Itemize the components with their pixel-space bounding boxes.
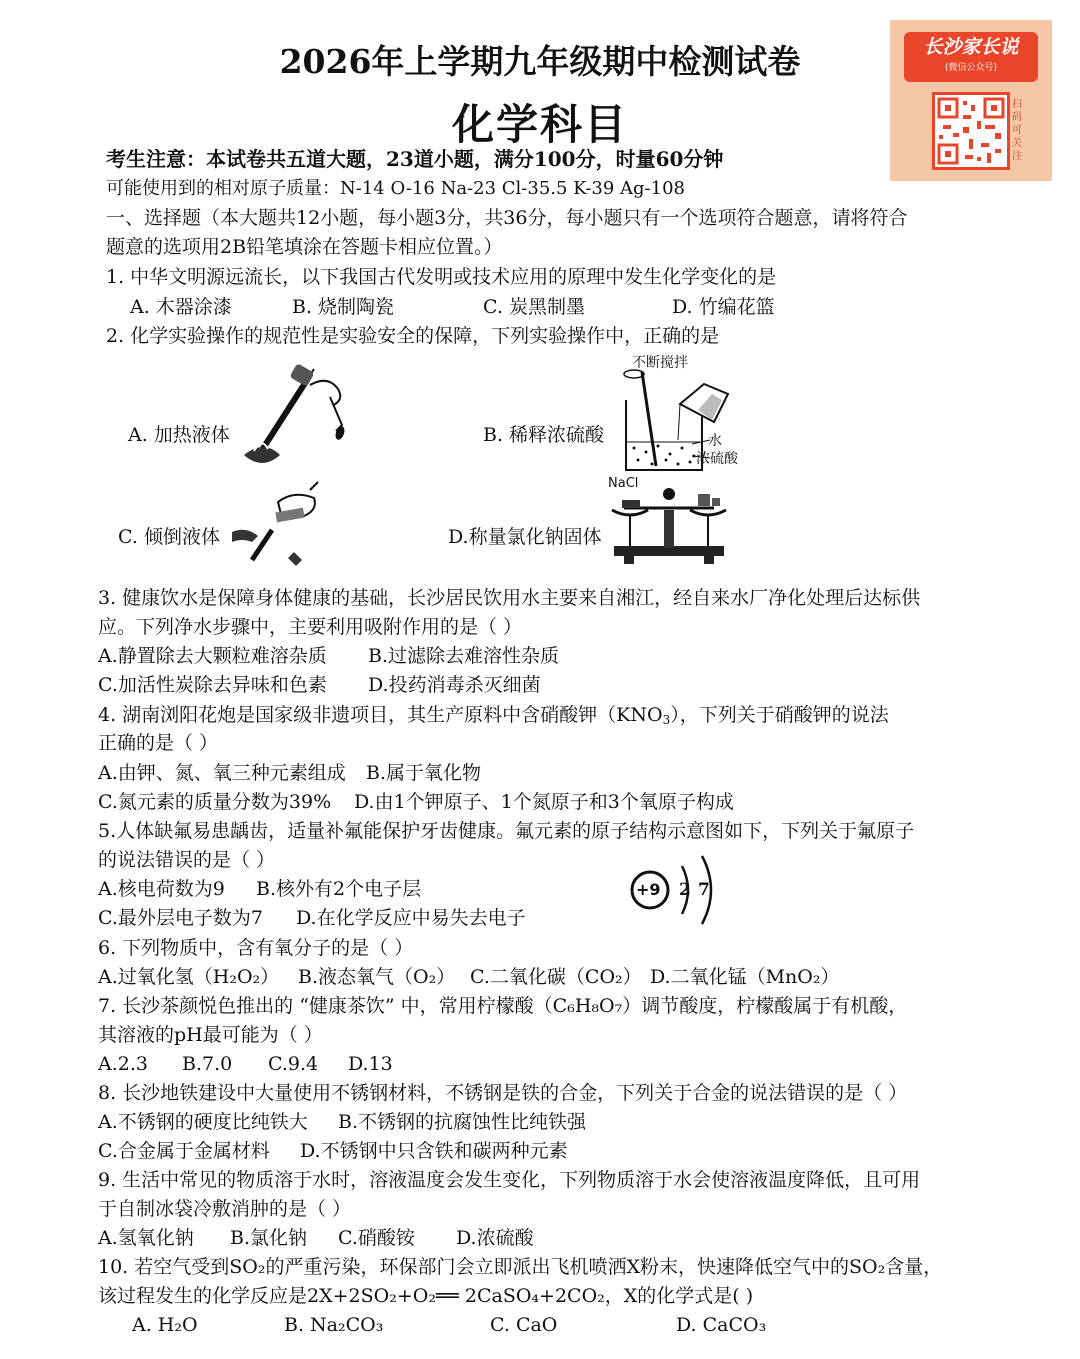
q4-stem-line1 [98, 703, 889, 732]
q7-option-d[interactable]: D.13 [348, 1053, 393, 1075]
q8-stem: 8. 长沙地铁建设中大量使用不锈钢材料，不锈钢是铁的合金，下列关于合金的说法错误的是（ ） [98, 1082, 908, 1104]
q2-option-a[interactable]: A. 加热液体 [128, 424, 230, 446]
q9-option-a[interactable]: A.氢氧化钠 [98, 1227, 194, 1249]
subject-title: 化学科目 [451, 100, 628, 149]
q6-stem: 6. 下列物质中，含有氧分子的是（ ） [98, 937, 414, 959]
q5-option-d[interactable]: D.在化学反应中易失去电子 [296, 907, 526, 929]
q4-option-b[interactable]: B.属于氧化物 [366, 762, 482, 784]
q5-stem-line1: 5.人体缺氟易患龋齿，适量补氟能保护牙齿健康。氟元素的原子结构示意图如下，下列关于氟原子 [98, 820, 915, 842]
q3-option-c[interactable]: C.加活性炭除去异味和色素 [98, 674, 327, 696]
q10-option-b[interactable]: B. Na₂CO₃ [284, 1314, 384, 1336]
q10-option-d[interactable]: D. CaCO₃ [676, 1314, 767, 1336]
label-stirring: 不断搅拌 [632, 355, 688, 371]
q10-option-c[interactable]: C. CaO [490, 1314, 558, 1336]
q1-option-a[interactable]: A. 木器涂漆 [130, 296, 232, 318]
q3-option-a[interactable]: A.静置除去大颗粒难溶杂质 [98, 645, 327, 667]
q7-option-a[interactable]: A.2.3 [98, 1053, 148, 1075]
qr-code-icon[interactable] [932, 92, 1010, 170]
shell1-electrons: 2 [679, 880, 691, 900]
q4-option-d[interactable]: D.由1个钾原子、1个氮原子和3个氧原子构成 [354, 791, 734, 813]
q7-stem-line1: 7. 长沙茶颜悦色推出的 “健康茶饮” 中，常用柠檬酸（C₆H₈O₇）调节酸度，柠檬酸属于有机酸， [98, 995, 908, 1017]
q3-option-d[interactable]: D.投药消毒杀灭细菌 [368, 674, 541, 696]
q3-stem-line2: 应。下列净水步骤中，主要利用吸附作用的是（ ） [98, 616, 523, 638]
qr-badge[interactable] [890, 20, 1052, 181]
q6-option-a[interactable]: A.过氧化氢（H₂O₂） [98, 966, 280, 988]
q10-option-a[interactable]: A. H₂O [132, 1314, 198, 1336]
weighing-balance-illustration [604, 480, 734, 570]
q5-stem-line2: 的说法错误的是（ ） [98, 849, 276, 871]
q9-option-b[interactable]: B.氯化钠 [230, 1227, 308, 1249]
section-heading-line1: 一、选择题（本大题共12小题，每小题3分，共36分，每小题只有一个选项符合题意，请将符合 [106, 207, 908, 229]
label-conc-acid: 浓硫酸 [696, 451, 738, 467]
q1-stem: 1. 中华文明源远流长，以下我国古代发明或技术应用的原理中发生化学变化的是 [106, 266, 777, 288]
q2-option-b[interactable]: B. 稀释浓硫酸 [483, 424, 605, 446]
q1-option-c[interactable]: C. 炭黑制墨 [483, 296, 585, 318]
shell2-electrons: 7 [698, 880, 710, 900]
q6-option-c[interactable]: C.二氧化碳（CO₂） [470, 966, 642, 988]
exam-notice: 考生注意：本试卷共五道大题，23道小题，满分100分，时量60分钟 [106, 147, 724, 171]
q2-option-d[interactable]: D.称量氯化钠固体 [448, 526, 602, 548]
q8-option-c[interactable]: C.合金属于金属材料 [98, 1140, 270, 1162]
badge-header [904, 32, 1038, 82]
badge-title: 长沙家长说 [923, 36, 1019, 58]
label-water: 水 [708, 433, 722, 449]
q9-option-d[interactable]: D.浓硫酸 [456, 1227, 534, 1249]
q2-stem: 2. 化学实验操作的规范性是实验安全的保障，下列实验操作中，正确的是 [106, 325, 720, 347]
q2-option-c[interactable]: C. 倾倒液体 [118, 526, 220, 548]
q7-option-c[interactable]: C.9.4 [268, 1053, 319, 1075]
q1-option-d[interactable]: D. 竹编花篮 [672, 296, 775, 318]
q4-stem-line2: 正确的是（ ） [98, 732, 219, 754]
badge-subtitle: (微信公众号) [944, 63, 998, 73]
q10-stem-line1: 10. 若空气受到SO₂的严重污染，环保部门会立即派出飞机喷洒X粉末，快速降低空气中的SO₂含量， [98, 1256, 943, 1278]
q3-option-b[interactable]: B.过滤除去难溶性杂质 [368, 645, 560, 667]
atomic-masses: 可能使用到的相对原子质量：N-14 O-16 Na-23 Cl-35.5 K-39 Ag-108 [106, 178, 685, 199]
q4-stem-part2: ），下列关于硝酸钾的说法 [670, 704, 889, 726]
q4-option-c[interactable]: C.氮元素的质量分数为39% [98, 791, 332, 813]
q5-option-b[interactable]: B.核外有2个电子层 [256, 878, 422, 900]
exam-title: 2026年上学期九年级期中检测试卷 [279, 42, 801, 81]
q1-option-b[interactable]: B. 烧制陶瓷 [292, 296, 395, 318]
section-heading-line2: 题意的选项用2B铅笔填涂在答题卡相应位置。） [106, 236, 503, 258]
q8-option-a[interactable]: A.不锈钢的硬度比纯铁大 [98, 1111, 308, 1133]
q4-option-a[interactable]: A.由钾、氮、氧三种元素组成 [98, 762, 346, 784]
q8-option-b[interactable]: B.不锈钢的抗腐蚀性比纯铁强 [338, 1111, 587, 1133]
q5-option-c[interactable]: C.最外层电子数为7 [98, 907, 263, 929]
q10-stem-line2: 该过程发生的化学反应是2X+2SO₂+O₂══ 2CaSO₄+2CO₂，X的化学式是( ) [98, 1285, 754, 1307]
heating-liquid-illustration [232, 355, 362, 475]
q4-stem-part1: 4. 湖南浏阳花炮是国家级非遗项目，其生产原料中含硝酸钾（KNO [98, 704, 663, 726]
q9-stem-line1: 9. 生活中常见的物质溶于水时，溶液温度会发生变化，下列物质溶于水会使溶液温度降低，且可用 [98, 1169, 921, 1191]
q7-stem-line2: 其溶液的pH最可能为（ ） [98, 1024, 323, 1046]
badge-side-text: 扫码可关注 [1012, 99, 1022, 162]
q9-option-c[interactable]: C.硝酸铵 [338, 1227, 415, 1249]
q8-option-d[interactable]: D.不锈钢中只含铁和碳两种元素 [300, 1140, 568, 1162]
q3-stem-line1: 3. 健康饮水是保障身体健康的基础，长沙居民饮用水主要来自湘江，经自来水厂净化处理后达标供 [98, 587, 921, 609]
q4-stem-sub: 3 [662, 713, 671, 727]
q6-option-d[interactable]: D.二氧化锰（MnO₂） [650, 966, 840, 988]
q9-stem-line2: 于自制冰袋冷敷消肿的是（ ） [98, 1198, 352, 1220]
q6-option-b[interactable]: B.液态氧气（O₂） [298, 966, 456, 988]
q7-option-b[interactable]: B.7.0 [182, 1053, 233, 1075]
nucleus-charge: +9 [636, 880, 661, 899]
label-nacl: NaCl [608, 476, 639, 491]
q5-option-a[interactable]: A.核电荷数为9 [98, 878, 225, 900]
pouring-liquid-illustration [224, 480, 324, 580]
